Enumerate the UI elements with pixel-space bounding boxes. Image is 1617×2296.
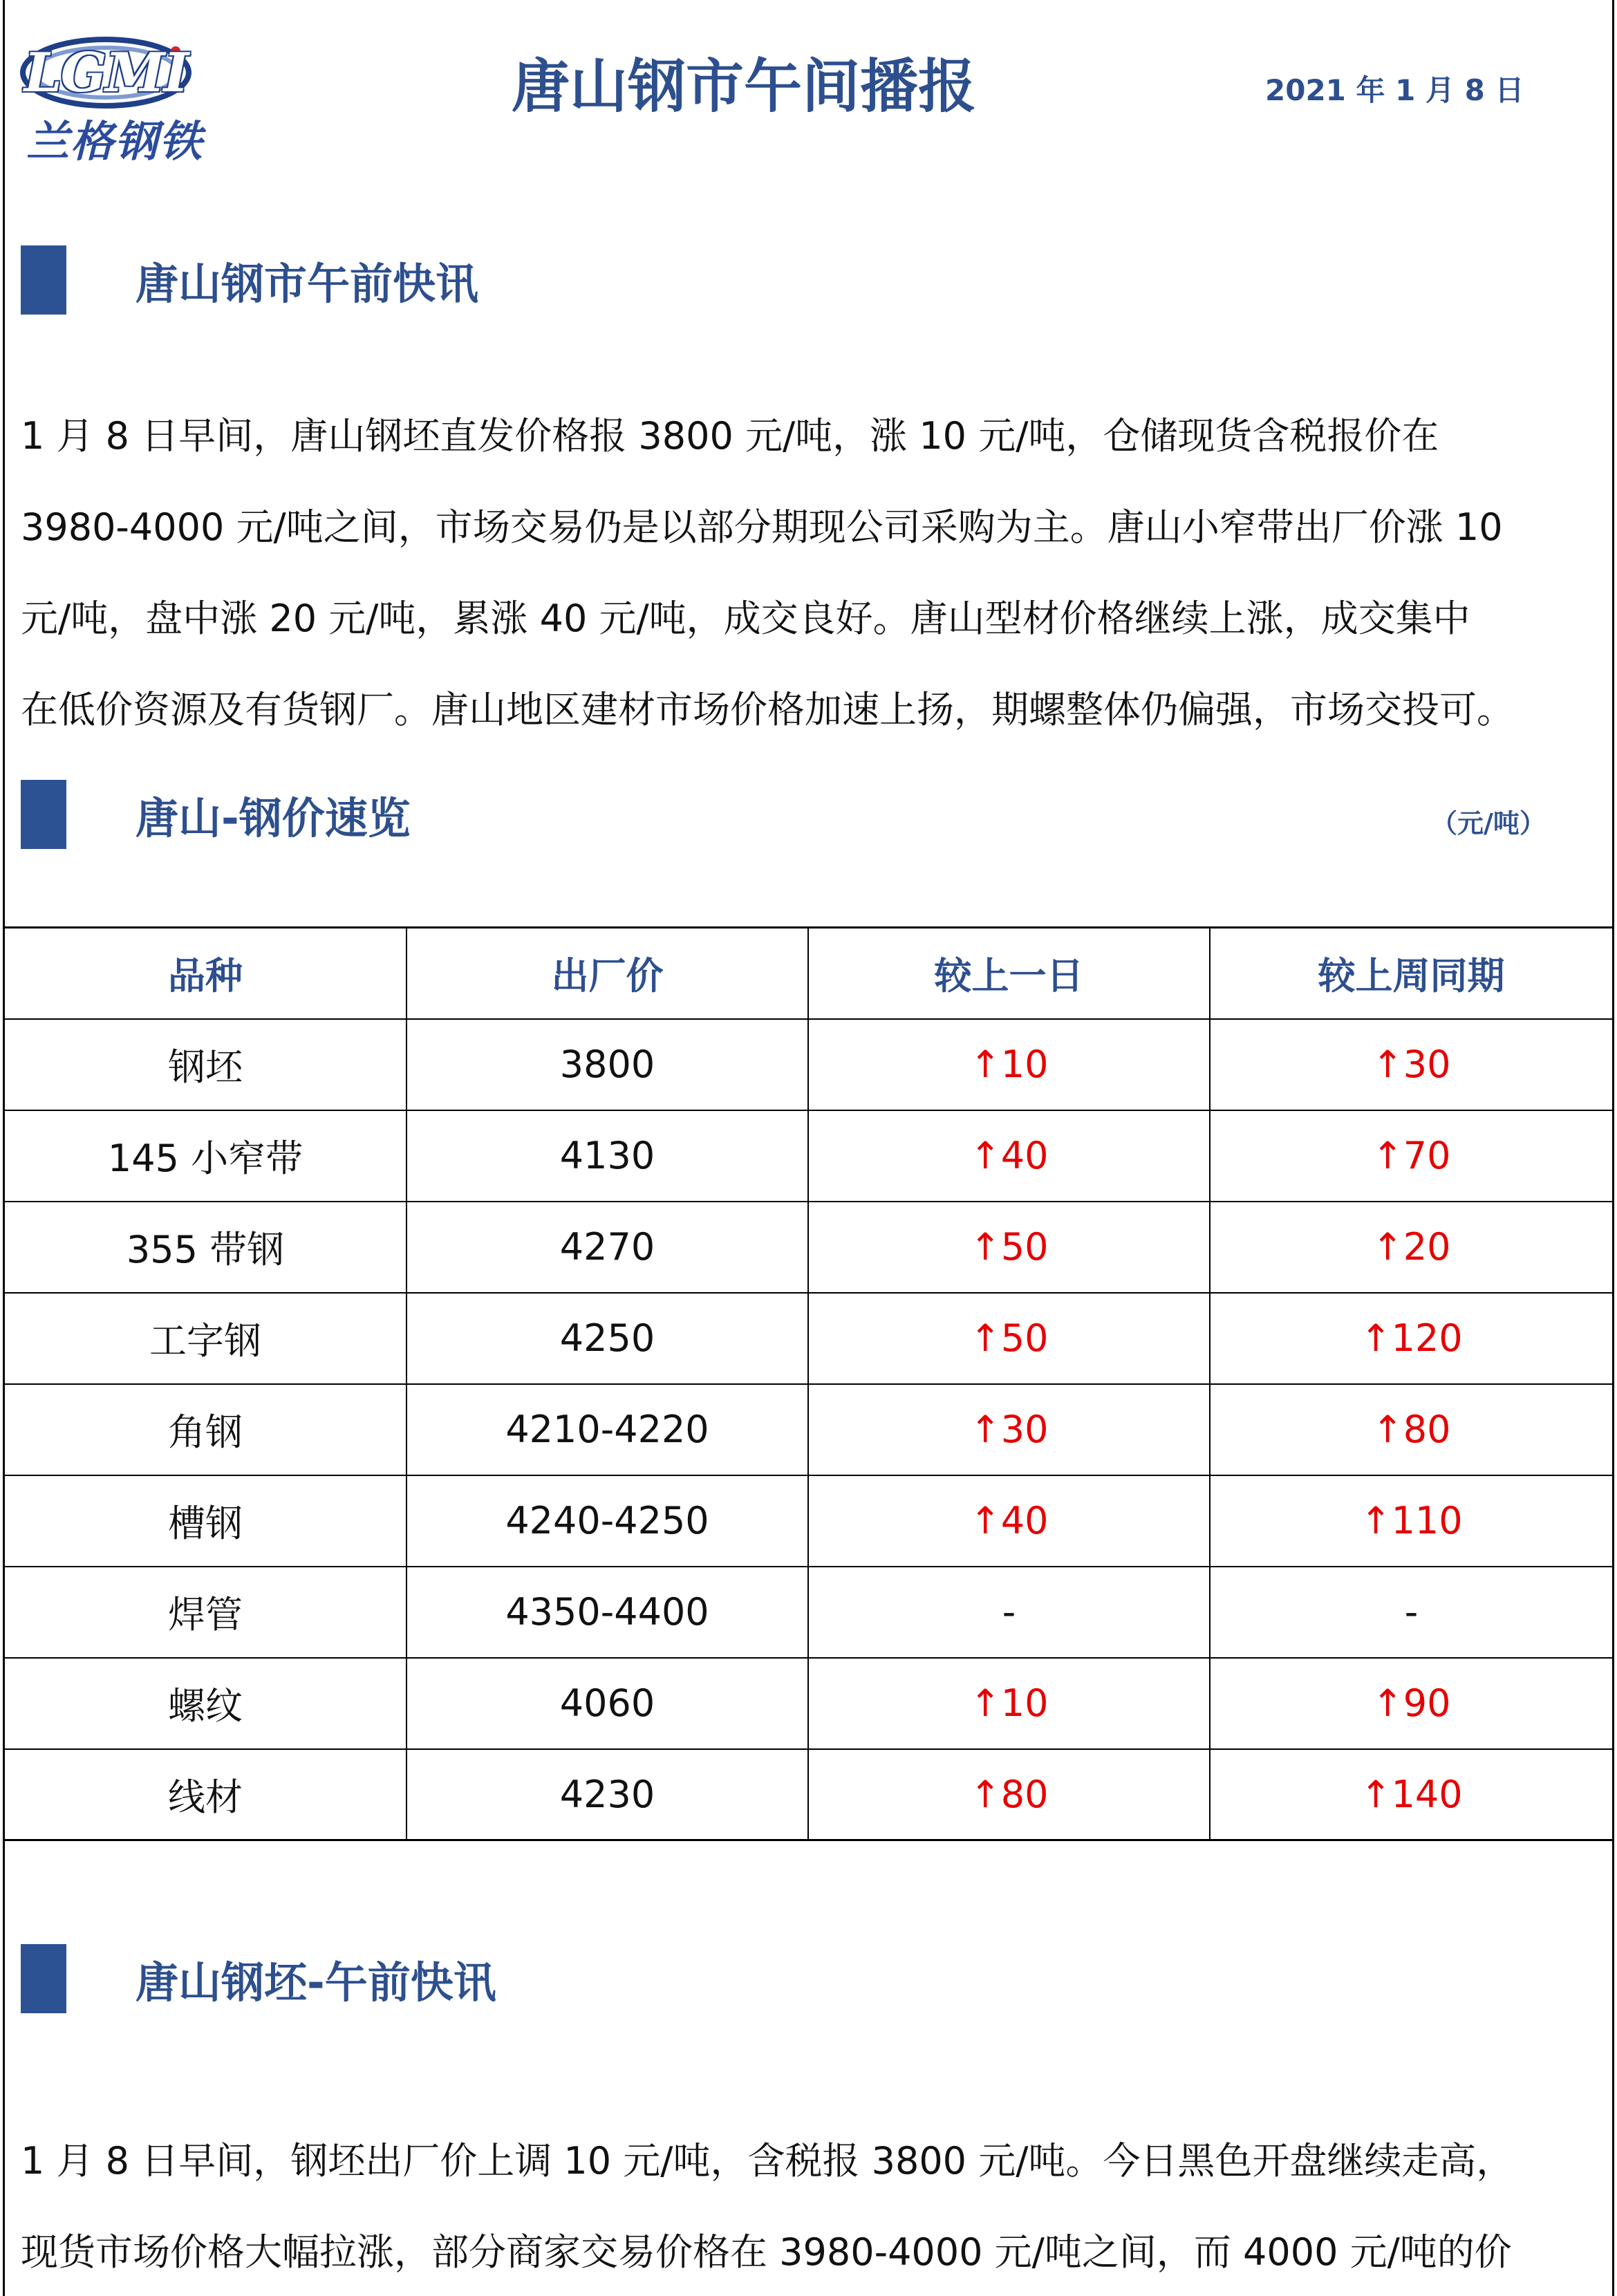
cell-product: 工字钢 bbox=[5, 1293, 406, 1384]
cell-factory-price: 4060 bbox=[406, 1658, 808, 1749]
table-row bbox=[5, 1658, 1612, 1749]
cell-product: 钢坯 bbox=[5, 1019, 406, 1110]
cell-change-day: - bbox=[808, 1567, 1210, 1658]
price-unit-label: （元/吨） bbox=[1431, 808, 1546, 839]
paragraph-line: 元/吨，盘中涨 20 元/吨，累涨 40 元/吨，成交良好。唐山型材价格继续上涨，成交集中 bbox=[21, 597, 1470, 640]
paragraph-line: 3980-4000 元/吨之间，市场交易仍是以部分期现公司采购为主。唐山小窄带出厂价涨 10 bbox=[21, 505, 1503, 549]
section-marker-bar bbox=[21, 1944, 66, 2013]
cell-change-day: ↑10 bbox=[808, 1658, 1210, 1749]
cell-change-day: ↑80 bbox=[808, 1749, 1210, 1840]
cell-change-week: ↑90 bbox=[1210, 1658, 1612, 1749]
table-row bbox=[5, 1384, 1612, 1475]
section-title: 唐山-钢价速览 bbox=[135, 792, 411, 843]
cell-factory-price: 4230 bbox=[406, 1749, 808, 1840]
section-heading-price-overview bbox=[21, 780, 411, 849]
report-date: 2021 年 1 月 8 日 bbox=[1265, 73, 1524, 107]
column-header-change-week: 较上周同期 bbox=[1210, 928, 1612, 1019]
table-header-row bbox=[5, 928, 1612, 1019]
paragraph-line: 现货市场价格大幅拉涨，部分商家交易价格在 3980-4000 元/吨之间，而 4000 元/吨的价 bbox=[21, 2230, 1512, 2274]
paragraph-line: 1 月 8 日早间，钢坯出厂价上调 10 元/吨，含税报 3800 元/吨。今日黑色开盘继续走高， bbox=[21, 2139, 1514, 2183]
section-marker-bar bbox=[21, 245, 66, 315]
cell-change-day: ↑10 bbox=[808, 1019, 1210, 1110]
cell-product: 角钢 bbox=[5, 1384, 406, 1475]
cell-product: 线材 bbox=[5, 1749, 406, 1840]
table-row bbox=[5, 1019, 1612, 1110]
cell-change-week: - bbox=[1210, 1567, 1612, 1658]
column-header-product: 品种 bbox=[5, 928, 406, 1019]
cell-change-week: ↑30 bbox=[1210, 1019, 1612, 1110]
price-table bbox=[5, 926, 1612, 1841]
table-row bbox=[5, 1293, 1612, 1384]
logo-chinese-text: 兰格钢铁 bbox=[26, 116, 204, 167]
cell-change-day: ↑40 bbox=[808, 1110, 1210, 1202]
cell-factory-price: 4130 bbox=[406, 1110, 808, 1202]
cell-product: 槽钢 bbox=[5, 1475, 406, 1567]
section-heading-billet-news bbox=[21, 1944, 496, 2013]
cell-product: 螺纹 bbox=[5, 1658, 406, 1749]
cell-change-week: ↑20 bbox=[1210, 1202, 1612, 1293]
cell-factory-price: 3800 bbox=[406, 1019, 808, 1110]
cell-change-week: ↑70 bbox=[1210, 1110, 1612, 1202]
cell-change-day: ↑50 bbox=[808, 1293, 1210, 1384]
cell-product: 焊管 bbox=[5, 1567, 406, 1658]
section-heading-morning-news bbox=[21, 245, 478, 315]
cell-change-week: ↑120 bbox=[1210, 1293, 1612, 1384]
cell-change-week: ↑110 bbox=[1210, 1475, 1612, 1567]
cell-factory-price: 4250 bbox=[406, 1293, 808, 1384]
cell-factory-price: 4350-4400 bbox=[406, 1567, 808, 1658]
table-row bbox=[5, 1475, 1612, 1567]
paragraph-line: 在低价资源及有货钢厂。唐山地区建材市场价格加速上扬，期螺整体仍偏强，市场交投可。 bbox=[21, 688, 1514, 731]
page-title: 唐山钢市午间播报 bbox=[512, 53, 977, 120]
column-header-change-day: 较上一日 bbox=[808, 928, 1210, 1019]
lgmi-logo bbox=[19, 28, 204, 167]
cell-change-week: ↑140 bbox=[1210, 1749, 1612, 1840]
section-title: 唐山钢市午前快讯 bbox=[135, 258, 479, 309]
cell-factory-price: 4240-4250 bbox=[406, 1475, 808, 1567]
section-title: 唐山钢坯-午前快讯 bbox=[135, 1957, 496, 2008]
cell-factory-price: 4270 bbox=[406, 1202, 808, 1293]
cell-change-day: ↑50 bbox=[808, 1202, 1210, 1293]
cell-product: 145 小窄带 bbox=[5, 1110, 406, 1202]
cell-product: 355 带钢 bbox=[5, 1202, 406, 1293]
billet-news-paragraph bbox=[21, 2116, 1604, 2296]
cell-factory-price: 4210-4220 bbox=[406, 1384, 808, 1475]
table-row bbox=[5, 1202, 1612, 1293]
table-row bbox=[5, 1567, 1612, 1658]
column-header-factory-price: 出厂价 bbox=[406, 928, 808, 1019]
logo-latin-text: LGMI bbox=[24, 41, 188, 104]
table-row bbox=[5, 1110, 1612, 1202]
paragraph-line: 1 月 8 日早间，唐山钢坯直发价格报 3800 元/吨，涨 10 元/吨，仓储现货含税报价在 bbox=[21, 414, 1439, 458]
table-row bbox=[5, 1749, 1612, 1840]
morning-news-paragraph bbox=[21, 391, 1604, 756]
cell-change-day: ↑40 bbox=[808, 1475, 1210, 1567]
section-marker-bar bbox=[21, 780, 66, 849]
cell-change-day: ↑30 bbox=[808, 1384, 1210, 1475]
cell-change-week: ↑80 bbox=[1210, 1384, 1612, 1475]
